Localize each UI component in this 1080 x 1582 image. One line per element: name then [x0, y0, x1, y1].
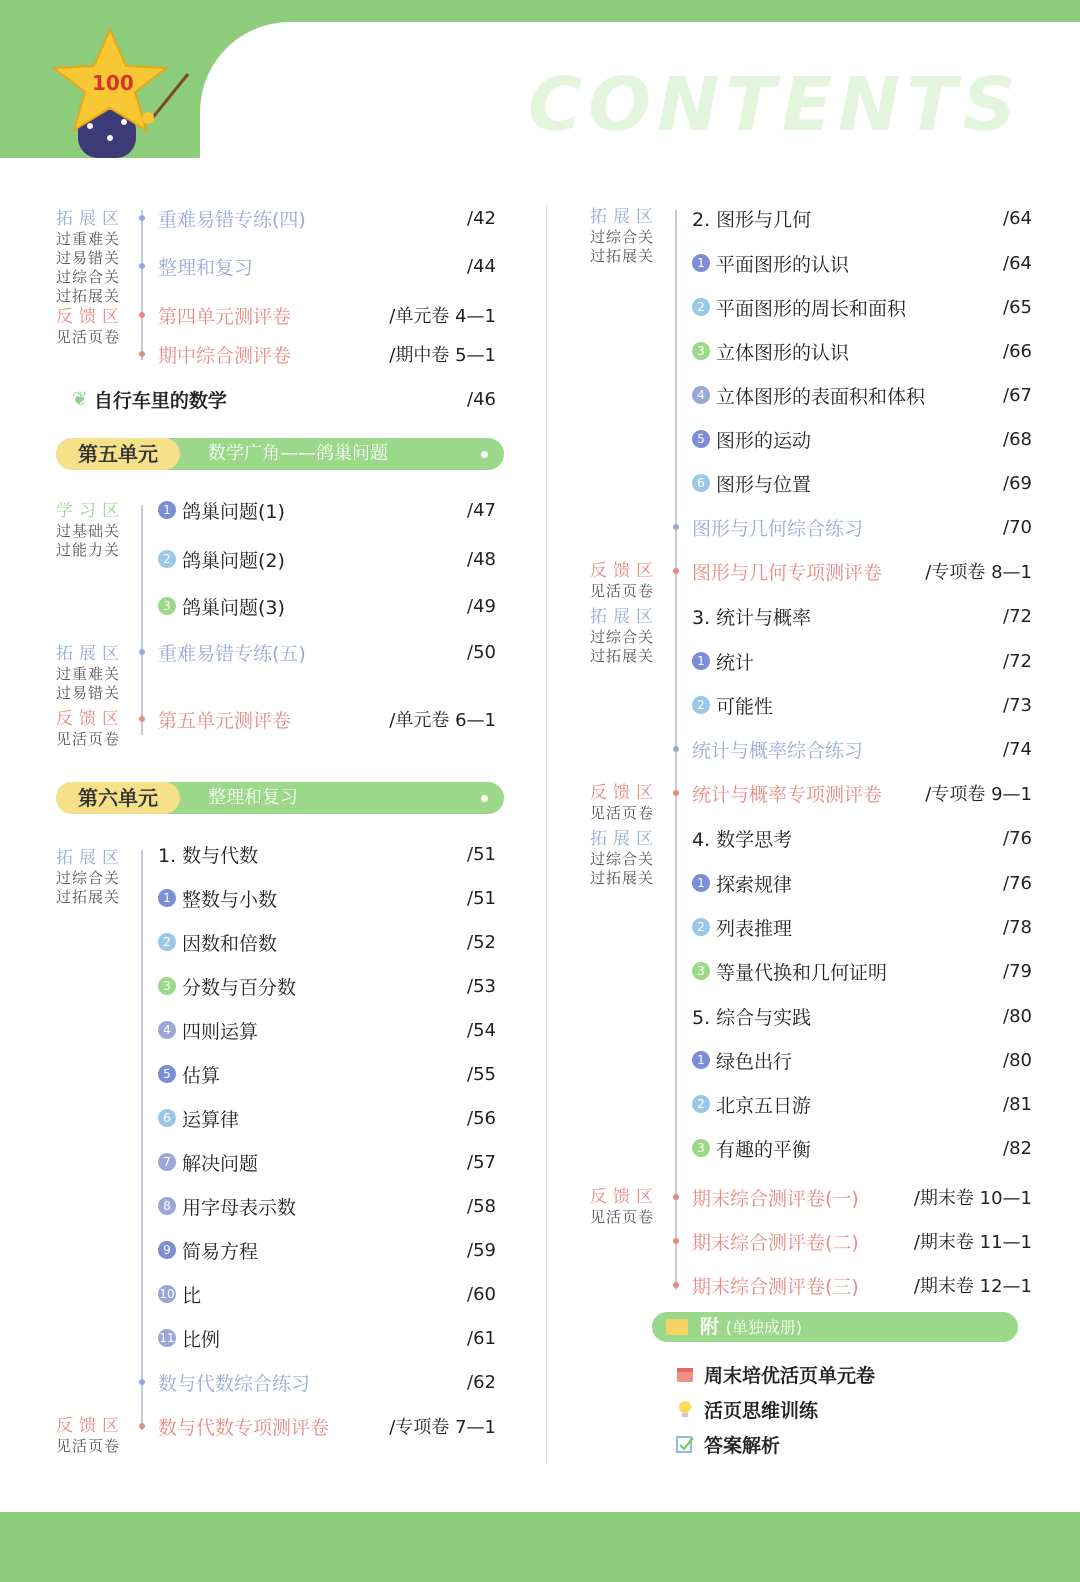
- entry-page: /50: [467, 641, 496, 663]
- appendix-item: [676, 1395, 818, 1423]
- entry-title: 2. 图形与几何: [692, 208, 812, 231]
- zone-title: 拓展区: [590, 607, 659, 627]
- entry-page: /60: [467, 1283, 496, 1305]
- entry-page: /82: [1003, 1137, 1032, 1159]
- sprout-icon: ❦: [72, 388, 88, 410]
- entry-title: 重难易错专练(五): [158, 642, 306, 665]
- right-toc-entry[interactable]: [692, 1226, 1032, 1256]
- zone-title: 拓展区: [590, 829, 659, 849]
- appendix-item-label: 活页思维训练: [704, 1399, 819, 1422]
- left-toc-entry[interactable]: [158, 839, 496, 869]
- entry-page: /期末卷 11—1: [913, 1232, 1032, 1253]
- unit-five-dot: [481, 451, 488, 458]
- entry-page: /56: [467, 1107, 496, 1129]
- entry-title: 比: [182, 1284, 202, 1307]
- left-toc-entry[interactable]: [158, 1235, 496, 1265]
- timeline-dot: [139, 215, 145, 221]
- unit-five-title: 数学广角——鸽巢问题: [208, 443, 388, 464]
- number-badge-icon: 3: [692, 1139, 710, 1157]
- zone-sub: 过拓展关: [590, 647, 655, 665]
- right-zone: [590, 606, 670, 666]
- right-toc-entry[interactable]: [692, 1001, 1032, 1031]
- right-toc-entry[interactable]: [692, 203, 1032, 233]
- entry-title: 整数与小数: [182, 888, 278, 911]
- entry-title: 绿色出行: [716, 1050, 793, 1073]
- timeline-line: [141, 505, 143, 735]
- right-toc-entry[interactable]: [692, 248, 1032, 278]
- zone-sub: 见活页卷: [590, 582, 655, 600]
- timeline-dot: [673, 1238, 679, 1244]
- number-badge-icon: 2: [692, 298, 710, 316]
- entry-title: 分数与百分数: [182, 976, 297, 999]
- entry-page: /期末卷 10—1: [913, 1188, 1032, 1209]
- entry-page: /47: [467, 499, 496, 521]
- zone-sub: 过综合关: [590, 228, 655, 246]
- entry-title: 第四单元测评卷: [158, 305, 292, 328]
- number-badge-icon: 4: [158, 1021, 176, 1039]
- zone-sub: 过拓展关: [590, 247, 655, 265]
- number-badge-icon: 1: [692, 652, 710, 670]
- zone-title: 拓展区: [590, 207, 659, 227]
- left-zone: [56, 643, 136, 703]
- right-toc-entry[interactable]: [692, 690, 1032, 720]
- left-toc-entry[interactable]: [158, 1323, 496, 1353]
- entry-page: /69: [1003, 472, 1032, 494]
- zone-sub: 见活页卷: [56, 730, 121, 748]
- entry-page: /76: [1003, 827, 1032, 849]
- zone-sub: 过易错关: [56, 249, 121, 267]
- entry-title: 立体图形的认识: [716, 341, 850, 364]
- entry-title: 鸽巢问题(2): [182, 549, 285, 572]
- timeline-dot: [139, 1379, 145, 1385]
- left-zone: [56, 208, 136, 306]
- right-toc-entry[interactable]: [692, 868, 1032, 898]
- appendix-title: 附: [700, 1316, 720, 1338]
- zone-title: 反馈区: [56, 1416, 125, 1436]
- timeline-dot: [673, 1282, 679, 1288]
- entry-title: 数与代数综合练习: [158, 1372, 311, 1395]
- appendix-item-label: 答案解析: [704, 1434, 781, 1457]
- left-toc-entry[interactable]: [158, 1147, 496, 1177]
- appendix-item-label: 周末培优活页单元卷: [704, 1364, 876, 1387]
- entry-title: 4. 数学思考: [692, 828, 793, 851]
- entry-title: 1. 数与代数: [158, 844, 259, 867]
- right-zone: [590, 560, 670, 601]
- right-toc-entry[interactable]: [692, 1270, 1032, 1300]
- unit-five-bar: [56, 438, 504, 470]
- entry-title: 解决问题: [182, 1152, 259, 1175]
- left-toc-entry[interactable]: [158, 1367, 496, 1397]
- right-toc-entry[interactable]: [692, 823, 1032, 853]
- entry-title: 四则运算: [182, 1020, 259, 1043]
- appendix-item: [676, 1430, 780, 1458]
- entry-title: 比例: [182, 1328, 221, 1351]
- entry-title: 期末综合测评卷(三): [692, 1275, 859, 1298]
- left-toc-entry[interactable]: [158, 1015, 496, 1045]
- number-badge-icon: 1: [692, 254, 710, 272]
- left-toc-entry[interactable]: [158, 495, 496, 525]
- entry-title: 图形与几何综合练习: [692, 517, 864, 540]
- header-white-fill: [0, 158, 1080, 198]
- zone-title: 拓展区: [56, 848, 125, 868]
- entry-page: /68: [1003, 428, 1032, 450]
- entry-page: /61: [467, 1327, 496, 1349]
- mascot-badge: 100: [92, 71, 134, 95]
- zone-sub: 过拓展关: [56, 888, 121, 906]
- right-toc-entry[interactable]: [692, 1133, 1032, 1163]
- timeline-dot: [139, 649, 145, 655]
- entry-title: 鸽巢问题(1): [182, 500, 285, 523]
- right-toc-entry[interactable]: [692, 646, 1032, 676]
- appendix-bar: [652, 1312, 1018, 1342]
- zone-sub: 过基础关: [56, 522, 121, 540]
- left-toc-entry[interactable]: [158, 1279, 496, 1309]
- number-badge-icon: 6: [692, 474, 710, 492]
- timeline-dot: [139, 312, 145, 318]
- entry-page: /专项卷 9—1: [925, 784, 1032, 805]
- entry-title: 立体图形的表面积和体积: [716, 385, 926, 408]
- entry-page: /49: [467, 595, 496, 617]
- entry-title: 北京五日游: [716, 1094, 812, 1117]
- number-badge-icon: 2: [692, 1095, 710, 1113]
- appendix-item: [676, 1360, 875, 1388]
- entry-title: 平面图形的认识: [716, 253, 850, 276]
- right-toc-entry[interactable]: [692, 734, 1032, 764]
- entry-title: 期末综合测评卷(二): [692, 1231, 859, 1254]
- entry-page: /67: [1003, 384, 1032, 406]
- number-badge-icon: 1: [158, 501, 176, 519]
- entry-page: /53: [467, 975, 496, 997]
- entry-page: /64: [1003, 207, 1032, 229]
- entry-title: 期末综合测评卷(一): [692, 1187, 859, 1210]
- right-toc-entry[interactable]: [692, 1045, 1032, 1075]
- zone-sub: 过综合关: [590, 628, 655, 646]
- right-toc-entry[interactable]: [692, 336, 1032, 366]
- left-toc-entry[interactable]: [158, 883, 496, 913]
- book-icon: [666, 1319, 688, 1335]
- entry-page: /80: [1003, 1049, 1032, 1071]
- left-toc-entry[interactable]: [158, 704, 496, 734]
- entry-title: 用字母表示数: [182, 1196, 297, 1219]
- zone-sub: 过综合关: [590, 850, 655, 868]
- number-badge-icon: 5: [692, 430, 710, 448]
- entry-page: /80: [1003, 1005, 1032, 1027]
- entry-title: 因数和倍数: [182, 932, 278, 955]
- left-zone: [56, 1415, 136, 1456]
- entry-title: 第五单元测评卷: [158, 709, 292, 732]
- entry-page: /62: [467, 1371, 496, 1393]
- right-toc-entry[interactable]: [692, 512, 1032, 542]
- right-toc-entry[interactable]: [692, 956, 1032, 986]
- right-zone: [590, 1186, 670, 1227]
- entry-page: /52: [467, 931, 496, 953]
- timeline-dot: [139, 351, 145, 357]
- right-zone: [590, 782, 670, 823]
- zone-sub: 见活页卷: [56, 1437, 121, 1455]
- entry-page: /73: [1003, 694, 1032, 716]
- entry-title: 统计: [716, 651, 755, 674]
- left-toc-entry[interactable]: [158, 339, 496, 369]
- entry-title: 期中综合测评卷: [158, 344, 292, 367]
- entry-page: /58: [467, 1195, 496, 1217]
- zone-title: 学习区: [56, 501, 125, 521]
- left-zone: [56, 847, 136, 907]
- zone-sub: 过拓展关: [590, 869, 655, 887]
- zone-title: 反馈区: [56, 709, 125, 729]
- zone-sub: 过重难关: [56, 230, 121, 248]
- left-toc-entry[interactable]: [158, 1059, 496, 1089]
- zone-sub: 过重难关: [56, 665, 121, 683]
- timeline-line: [141, 850, 143, 1430]
- zone-sub: 见活页卷: [590, 804, 655, 822]
- number-badge-icon: 3: [158, 977, 176, 995]
- entry-page: /79: [1003, 960, 1032, 982]
- entry-title: 3. 统计与概率: [692, 606, 812, 629]
- number-badge-icon: 9: [158, 1241, 176, 1259]
- timeline-dot: [139, 1423, 145, 1429]
- left-toc-entry[interactable]: [72, 384, 496, 414]
- entry-title: 运算律: [182, 1108, 240, 1131]
- entry-page: /81: [1003, 1093, 1032, 1115]
- timeline-dot: [673, 790, 679, 796]
- entry-page: /74: [1003, 738, 1032, 760]
- entry-title: 5. 综合与实践: [692, 1006, 812, 1029]
- number-badge-icon: 7: [158, 1153, 176, 1171]
- left-toc-entry[interactable]: [158, 637, 496, 667]
- number-badge-icon: 10: [159, 1287, 175, 1301]
- calendar-icon: [676, 1365, 694, 1383]
- entry-title: 可能性: [716, 695, 774, 718]
- number-badge-icon: 2: [158, 550, 176, 568]
- column-divider: [546, 205, 547, 1463]
- left-toc-entry[interactable]: [158, 251, 496, 281]
- entry-title: 自行车里的数学: [93, 389, 227, 412]
- entry-page: /专项卷 8—1: [925, 562, 1032, 583]
- timeline-line: [141, 210, 143, 360]
- entry-page: /54: [467, 1019, 496, 1041]
- entry-title: 图形与几何专项测评卷: [692, 561, 883, 584]
- entry-title: 鸽巢问题(3): [182, 596, 285, 619]
- zone-sub: 见活页卷: [56, 328, 121, 346]
- number-badge-icon: 11: [159, 1331, 175, 1345]
- right-toc-entry[interactable]: [692, 1182, 1032, 1212]
- entry-title: 统计与概率综合练习: [692, 739, 864, 762]
- entry-title: 探索规律: [716, 873, 793, 896]
- entry-page: /51: [467, 887, 496, 909]
- entry-title: 有趣的平衡: [716, 1138, 812, 1161]
- number-badge-icon: 2: [692, 696, 710, 714]
- left-toc-entry[interactable]: [158, 1191, 496, 1221]
- left-toc-entry[interactable]: [158, 203, 496, 233]
- entry-page: /64: [1003, 252, 1032, 274]
- unit-six-bar: [56, 782, 504, 814]
- entry-page: /单元卷 6—1: [389, 710, 496, 731]
- right-toc-entry[interactable]: [692, 468, 1032, 498]
- zone-sub: 过拓展关: [56, 287, 121, 305]
- entry-title: 统计与概率专项测评卷: [692, 783, 883, 806]
- entry-page: /72: [1003, 605, 1032, 627]
- entry-page: /55: [467, 1063, 496, 1085]
- number-badge-icon: 5: [158, 1065, 176, 1083]
- left-toc-entry[interactable]: [158, 1411, 496, 1441]
- left-zone: [56, 708, 136, 749]
- entry-page: /76: [1003, 872, 1032, 894]
- timeline-dot: [673, 1194, 679, 1200]
- entry-page: /65: [1003, 296, 1032, 318]
- number-badge-icon: 6: [158, 1109, 176, 1127]
- entry-page: /48: [467, 548, 496, 570]
- number-badge-icon: 1: [158, 889, 176, 907]
- entry-page: /单元卷 4—1: [389, 306, 496, 327]
- appendix-note: (单独成册): [725, 1318, 803, 1337]
- timeline-dot: [139, 716, 145, 722]
- number-badge-icon: 1: [692, 1051, 710, 1069]
- entry-title: 估算: [182, 1064, 221, 1087]
- left-toc-entry[interactable]: [158, 1103, 496, 1133]
- number-badge-icon: 1: [692, 874, 710, 892]
- entry-title: 重难易错专练(四): [158, 208, 306, 231]
- entry-title: 图形与位置: [716, 473, 812, 496]
- entry-page: /51: [467, 843, 496, 865]
- timeline-dot: [139, 263, 145, 269]
- entry-page: /57: [467, 1151, 496, 1173]
- unit-six-title: 整理和复习: [208, 787, 298, 808]
- entry-page: /46: [467, 388, 496, 410]
- left-toc-entry[interactable]: [158, 591, 496, 621]
- number-badge-icon: 2: [692, 918, 710, 936]
- number-badge-icon: 4: [692, 386, 710, 404]
- entry-page: /59: [467, 1239, 496, 1261]
- right-toc-entry[interactable]: [692, 292, 1032, 322]
- entry-title: 列表推理: [716, 917, 793, 940]
- number-badge-icon: 3: [692, 342, 710, 360]
- left-toc-entry[interactable]: [158, 927, 496, 957]
- number-badge-icon: 3: [692, 962, 710, 980]
- zone-title: 反馈区: [590, 561, 659, 581]
- entry-page: /78: [1003, 916, 1032, 938]
- zone-sub: 过综合关: [56, 869, 121, 887]
- zone-sub: 过能力关: [56, 541, 121, 559]
- entry-page: /期末卷 12—1: [913, 1276, 1032, 1297]
- left-zone: [56, 306, 136, 347]
- left-toc-entry[interactable]: [158, 544, 496, 574]
- zone-title: 反馈区: [56, 307, 125, 327]
- entry-page: /70: [1003, 516, 1032, 538]
- entry-title: 图形的运动: [716, 429, 812, 452]
- zone-title: 反馈区: [590, 1187, 659, 1207]
- number-badge-icon: 8: [158, 1197, 176, 1215]
- checklist-icon: [676, 1435, 694, 1453]
- entry-page: /66: [1003, 340, 1032, 362]
- right-toc-entry[interactable]: [692, 601, 1032, 631]
- star-mascot-icon: [40, 26, 190, 161]
- right-zone: [590, 828, 670, 888]
- right-toc-entry[interactable]: [692, 778, 1032, 808]
- right-toc-entry[interactable]: [692, 556, 1032, 586]
- lightbulb-icon: [676, 1400, 694, 1418]
- entry-title: 整理和复习: [158, 256, 254, 279]
- entry-title: 等量代换和几何证明: [716, 961, 888, 984]
- zone-title: 拓展区: [56, 644, 125, 664]
- timeline-dot: [673, 746, 679, 752]
- timeline-dot: [673, 568, 679, 574]
- entry-page: /专项卷 7—1: [389, 1417, 496, 1438]
- right-toc-entry[interactable]: [692, 424, 1032, 454]
- right-zone: [590, 206, 670, 266]
- zone-sub: 过综合关: [56, 268, 121, 286]
- zone-title: 拓展区: [56, 209, 125, 229]
- left-toc-entry[interactable]: [158, 971, 496, 1001]
- entry-title: 简易方程: [182, 1240, 259, 1263]
- zone-sub: 过易错关: [56, 684, 121, 702]
- right-toc-entry[interactable]: [692, 1089, 1032, 1119]
- unit-six-dot: [481, 795, 488, 802]
- entry-page: /72: [1003, 650, 1032, 672]
- right-toc-entry[interactable]: [692, 380, 1032, 410]
- unit-six-label: 第六单元: [56, 782, 180, 814]
- entry-title: 平面图形的周长和面积: [716, 297, 907, 320]
- entry-page: /42: [467, 207, 496, 229]
- entry-page: /期中卷 5—1: [389, 345, 496, 366]
- unit-five-label: 第五单元: [56, 438, 180, 470]
- contents-heading: CONTENTS: [528, 62, 1022, 148]
- zone-title: 反馈区: [590, 783, 659, 803]
- entry-title: 数与代数专项测评卷: [158, 1416, 330, 1439]
- right-toc-entry[interactable]: [692, 912, 1032, 942]
- left-zone: [56, 500, 136, 560]
- left-toc-entry[interactable]: [158, 300, 496, 330]
- timeline-dot: [673, 524, 679, 530]
- number-badge-icon: 3: [158, 597, 176, 615]
- entry-page: /44: [467, 255, 496, 277]
- footer-band: [0, 1512, 1080, 1582]
- zone-sub: 见活页卷: [590, 1208, 655, 1226]
- number-badge-icon: 2: [158, 933, 176, 951]
